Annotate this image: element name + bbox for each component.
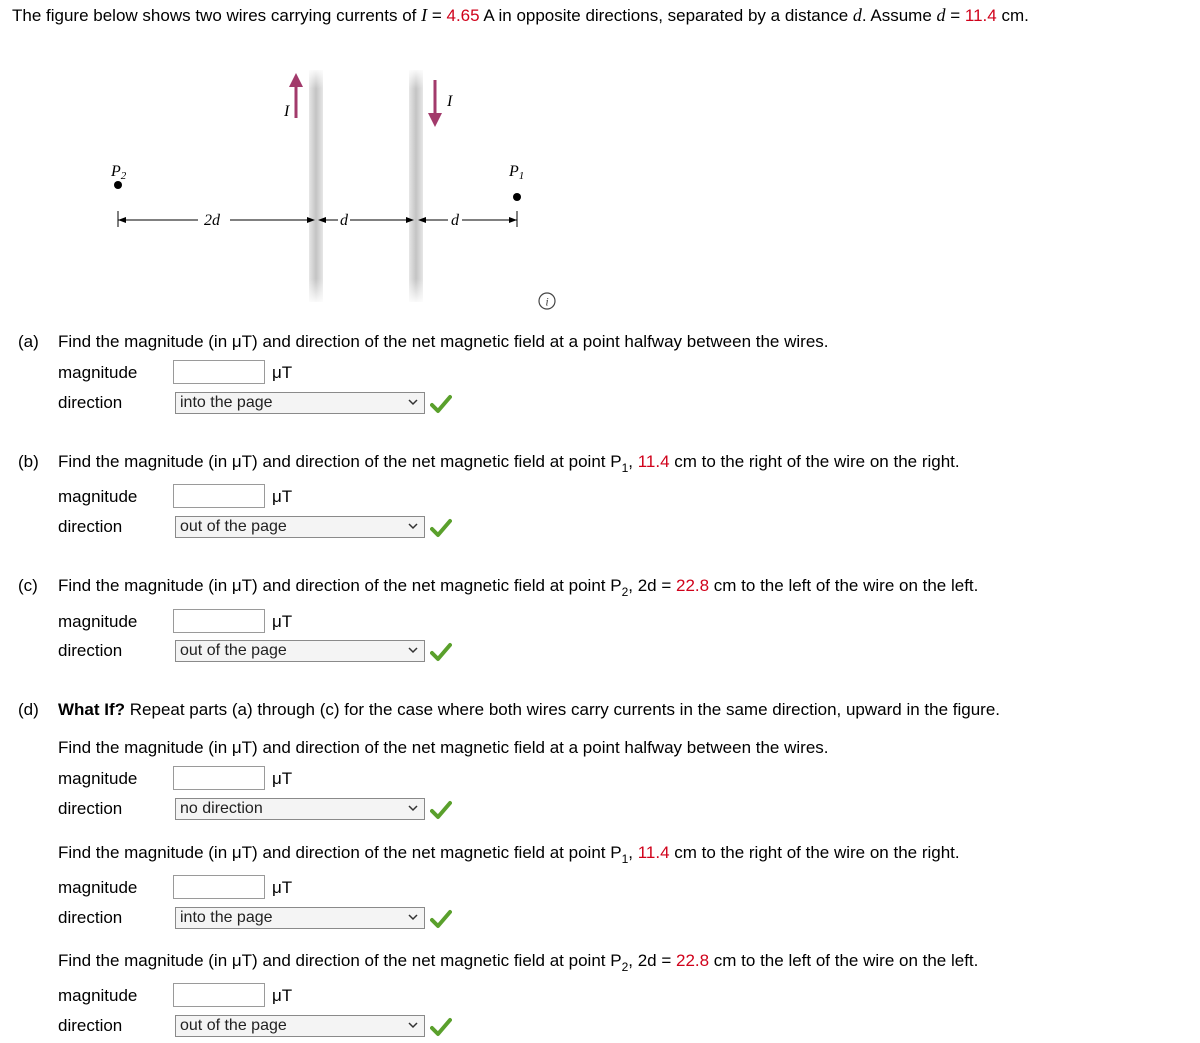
what-if-label: What If? (58, 700, 126, 719)
chevron-down-icon (406, 395, 420, 409)
unit-label: μT (272, 878, 293, 897)
question-a (18, 332, 829, 352)
direction-select-d1[interactable] (175, 798, 425, 820)
problem-statement (12, 5, 1029, 26)
direction-label: direction (58, 1016, 123, 1035)
checkmark-icon (430, 1017, 452, 1037)
current-value: 4.65 (446, 6, 480, 25)
var-I: I (421, 5, 428, 25)
var-d: d (852, 5, 862, 25)
magnitude-input-d2[interactable] (173, 875, 265, 899)
chevron-down-icon (406, 519, 420, 533)
direction-select-d2[interactable] (175, 907, 425, 929)
distance-value: 11.4 (637, 452, 670, 471)
direction-label: direction (58, 517, 123, 536)
question-d2: Find the magnitude (in μT) and direction of the net magnetic field at point $P_1$, 11.4 cm to the right of the wire on the right. (58, 843, 960, 866)
question-b: (b) Find the magnitude (in μT) and direction of the net magnetic field at point $P_1$, 11.4 cm to the right of the wire on the right. (18, 452, 960, 475)
point-P1 (513, 193, 521, 201)
question-d: (d) What If? Repeat parts (a) through (c) for the case where both wires carry currents in the same direction, upward in the figure. (18, 700, 1001, 719)
unit-label: μT (272, 986, 293, 1005)
equals2: = (945, 6, 965, 25)
direction-select-b[interactable] (175, 516, 425, 538)
point-P2 (114, 181, 122, 189)
intro-text: The figure below shows two wires carrying currents of (12, 6, 422, 25)
chevron-down-icon (406, 643, 420, 657)
checkmark-icon (430, 800, 452, 820)
svg-text:i: i (545, 294, 549, 309)
magnitude-input-b[interactable] (173, 484, 265, 508)
distance-value: 22.8 (675, 576, 710, 595)
direction-value: into the page (180, 394, 273, 411)
point-P2-label: P2 (111, 163, 127, 182)
part-label: (a) (18, 332, 39, 351)
var-d2: d (936, 5, 946, 25)
dim-2d-label: 2d (204, 212, 220, 229)
dim-d-label-1: d (340, 212, 348, 229)
magnitude-label: magnitude (58, 612, 138, 631)
question-d3: Find the magnitude (in μT) and direction of the net magnetic field at point $P_2$, 2d = 22.8 cm to the left of the wire on the left. (58, 951, 979, 974)
part-label: (d) (18, 700, 39, 719)
magnitude-input-a[interactable] (173, 360, 265, 384)
distance-value: 22.8 (675, 951, 710, 970)
direction-value: no direction (180, 800, 263, 817)
part-label: (b) (18, 452, 39, 471)
up-arrow-icon (289, 73, 303, 118)
unit-label: μT (272, 769, 293, 788)
direction-value: out of the page (180, 1017, 287, 1034)
checkmark-icon (430, 518, 452, 538)
magnitude-label: magnitude (58, 769, 138, 788)
dim-d-label-2: d (451, 212, 459, 229)
part-label: (c) (18, 576, 38, 595)
direction-select-a[interactable] (175, 392, 425, 414)
point-P1-label: P1 (509, 163, 525, 182)
direction-select-c[interactable] (175, 640, 425, 662)
direction-select-d3[interactable] (175, 1015, 425, 1037)
direction-label: direction (58, 641, 123, 660)
chevron-down-icon (406, 1018, 420, 1032)
unit-label: μT (272, 487, 293, 506)
chevron-down-icon (406, 801, 420, 815)
magnitude-label: magnitude (58, 487, 138, 506)
magnitude-label: magnitude (58, 363, 138, 382)
direction-value: out of the page (180, 518, 287, 535)
distance-value: 11.4 (964, 6, 997, 25)
chevron-down-icon (406, 910, 420, 924)
magnitude-label: magnitude (58, 878, 138, 897)
checkmark-icon (430, 642, 452, 662)
magnitude-label: magnitude (58, 986, 138, 1005)
question-c: (c) Find the magnitude (in μT) and direction of the net magnetic field at point $P_2$, 2d = 22.8 cm to the left of the wire on the left. (18, 576, 979, 599)
direction-label: direction (58, 799, 123, 818)
checkmark-icon (430, 394, 452, 414)
distance-value: 11.4 (637, 843, 670, 862)
current-label-left: I (284, 103, 290, 120)
intro-text-end: cm. (996, 6, 1029, 25)
intro-text-mid2: . Assume (861, 6, 937, 25)
current-label-right: I (447, 93, 453, 110)
question-d1: Find the magnitude (in μT) and direction of the net magnetic field at a point halfway between the wires. (58, 738, 829, 757)
down-arrow-icon (428, 80, 442, 127)
direction-value: out of the page (180, 642, 287, 659)
unit-label: μT (272, 363, 293, 382)
magnitude-input-c[interactable] (173, 609, 265, 633)
wires-figure (100, 70, 560, 305)
question-text: Find the magnitude (in μT) and direction of the net magnetic field at a point halfway between the wires. (58, 332, 829, 351)
equals: = (427, 6, 447, 25)
checkmark-icon (430, 909, 452, 929)
magnitude-input-d1[interactable] (173, 766, 265, 790)
direction-label: direction (58, 393, 123, 412)
unit-label: μT (272, 612, 293, 631)
intro-text-mid: A in opposite directions, separated by a distance (479, 6, 853, 25)
info-icon[interactable] (538, 292, 556, 310)
direction-value: into the page (180, 909, 273, 926)
magnitude-input-d3[interactable] (173, 983, 265, 1007)
direction-label: direction (58, 908, 123, 927)
